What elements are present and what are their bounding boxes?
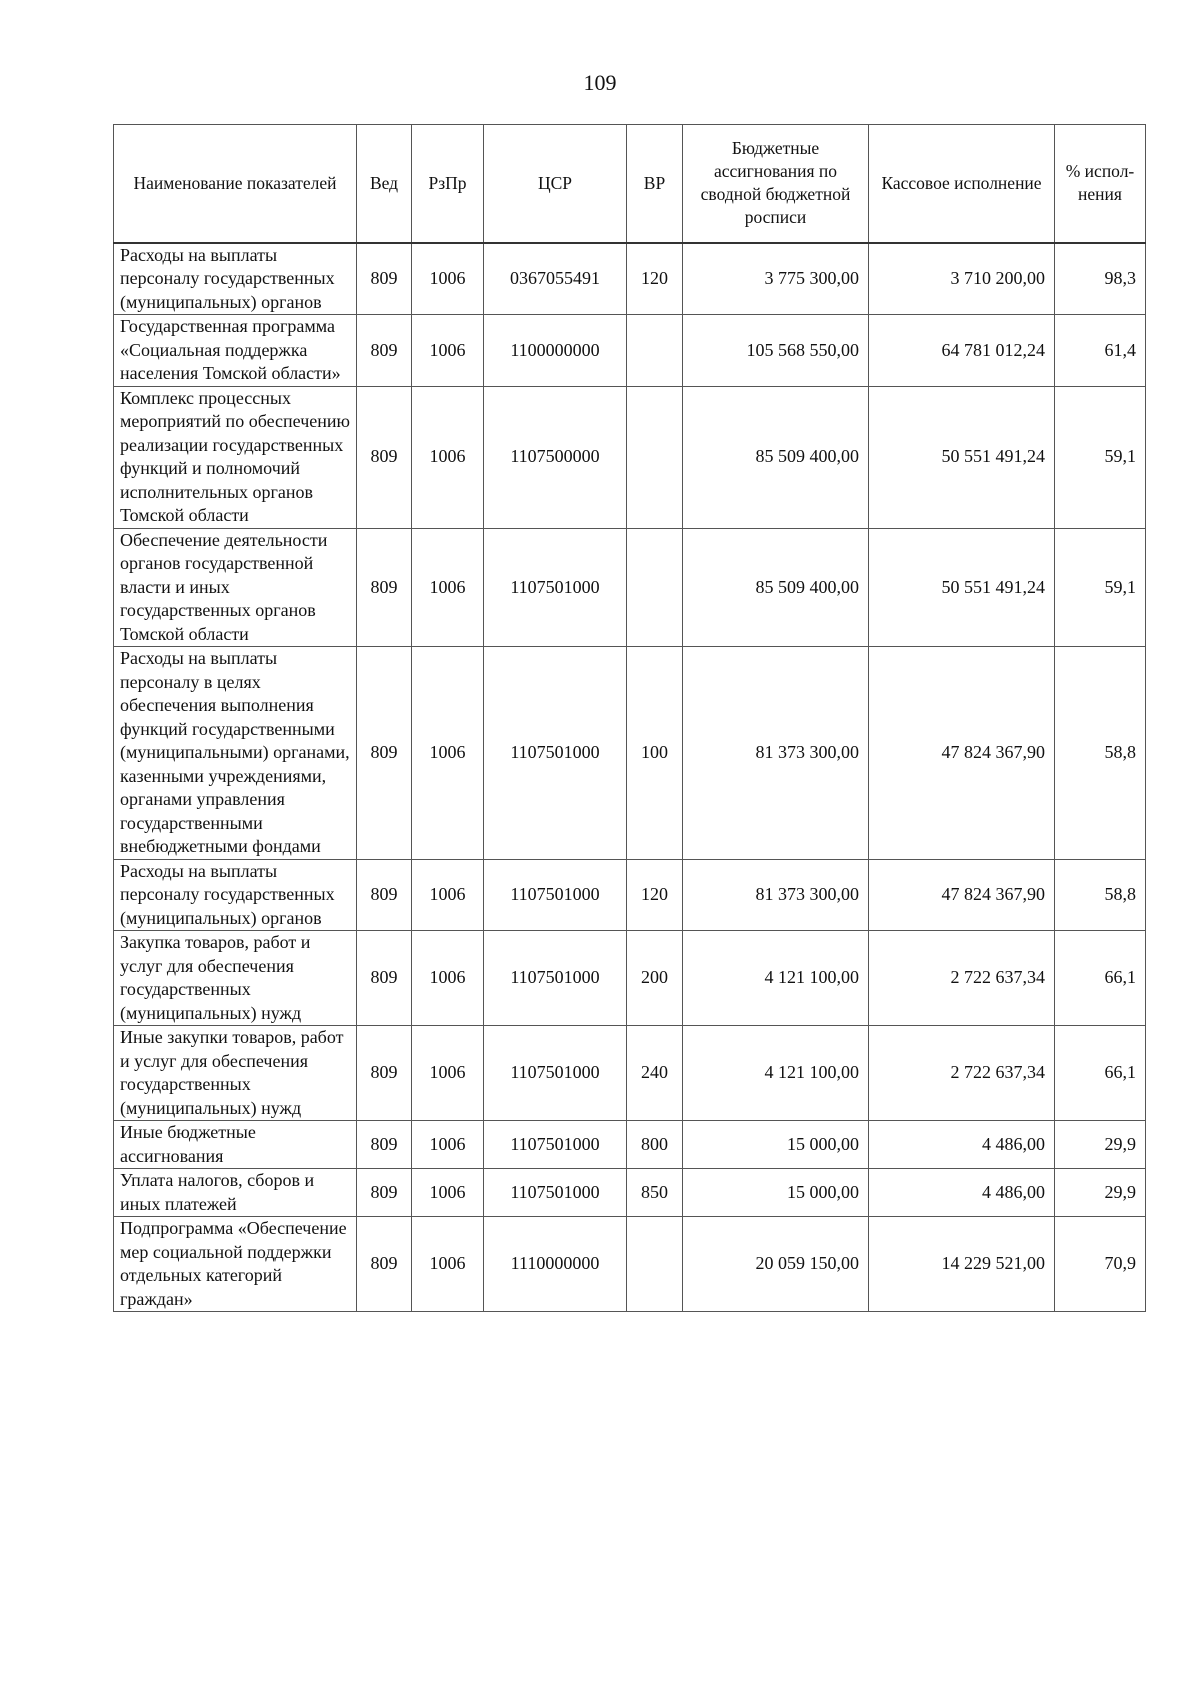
cell-cash: 47 824 367,90 <box>869 859 1055 931</box>
cell-percent: 29,9 <box>1055 1121 1146 1169</box>
cell-rzpr: 1006 <box>412 1026 484 1121</box>
cell-name: Подпрограмма «Обеспечение мер социальной поддержки отдельных категорий граждан» <box>114 1217 357 1312</box>
cell-ved: 809 <box>357 931 412 1026</box>
table-row <box>114 859 1146 931</box>
cell-csr: 1107500000 <box>484 386 627 528</box>
cell-percent: 58,8 <box>1055 859 1146 931</box>
cell-csr: 1107501000 <box>484 1121 627 1169</box>
cell-csr: 1107501000 <box>484 931 627 1026</box>
cell-percent: 59,1 <box>1055 386 1146 528</box>
cell-csr: 1107501000 <box>484 647 627 860</box>
cell-csr: 1107501000 <box>484 1169 627 1217</box>
cell-rzpr: 1006 <box>412 386 484 528</box>
cell-ved: 809 <box>357 386 412 528</box>
cell-percent: 59,1 <box>1055 528 1146 647</box>
table-row <box>114 931 1146 1026</box>
cell-vr <box>627 386 683 528</box>
cell-csr: 1107501000 <box>484 1026 627 1121</box>
cell-vr: 200 <box>627 931 683 1026</box>
cell-cash: 14 229 521,00 <box>869 1217 1055 1312</box>
cell-vr: 120 <box>627 859 683 931</box>
cell-cash: 3 710 200,00 <box>869 243 1055 315</box>
header-csr: ЦСР <box>484 125 627 243</box>
cell-cash: 2 722 637,34 <box>869 931 1055 1026</box>
cell-percent: 70,9 <box>1055 1217 1146 1312</box>
cell-cash: 2 722 637,34 <box>869 1026 1055 1121</box>
cell-name: Иные бюджетные ассигнования <box>114 1121 357 1169</box>
cell-budget: 105 568 550,00 <box>683 315 869 387</box>
cell-cash: 50 551 491,24 <box>869 386 1055 528</box>
header-rzpr: РзПр <box>412 125 484 243</box>
cell-rzpr: 1006 <box>412 647 484 860</box>
cell-budget: 15 000,00 <box>683 1169 869 1217</box>
cell-budget: 15 000,00 <box>683 1121 869 1169</box>
cell-percent: 66,1 <box>1055 931 1146 1026</box>
cell-cash: 47 824 367,90 <box>869 647 1055 860</box>
cell-budget: 20 059 150,00 <box>683 1217 869 1312</box>
cell-cash: 64 781 012,24 <box>869 315 1055 387</box>
table-row <box>114 315 1146 387</box>
cell-ved: 809 <box>357 1026 412 1121</box>
cell-vr <box>627 315 683 387</box>
cell-percent: 58,8 <box>1055 647 1146 860</box>
cell-name: Обеспечение деятельности органов государственной власти и иных государственных органов Томской области <box>114 528 357 647</box>
cell-ved: 809 <box>357 647 412 860</box>
cell-budget: 85 509 400,00 <box>683 386 869 528</box>
cell-vr: 850 <box>627 1169 683 1217</box>
table-row <box>114 1169 1146 1217</box>
cell-budget: 81 373 300,00 <box>683 647 869 860</box>
cell-budget: 4 121 100,00 <box>683 931 869 1026</box>
budget-execution-table <box>113 124 1146 1312</box>
table-row <box>114 1217 1146 1312</box>
cell-rzpr: 1006 <box>412 1169 484 1217</box>
cell-cash: 4 486,00 <box>869 1121 1055 1169</box>
cell-name: Комплекс процессных мероприятий по обеспечению реализации государственных функций и полномочий исполнительных органов Томской области <box>114 386 357 528</box>
cell-ved: 809 <box>357 1169 412 1217</box>
table-header <box>114 125 1146 243</box>
cell-percent: 98,3 <box>1055 243 1146 315</box>
table-row <box>114 1026 1146 1121</box>
cell-ved: 809 <box>357 1121 412 1169</box>
cell-vr: 240 <box>627 1026 683 1121</box>
cell-ved: 809 <box>357 859 412 931</box>
cell-vr <box>627 528 683 647</box>
cell-csr: 1100000000 <box>484 315 627 387</box>
header-ved: Вед <box>357 125 412 243</box>
cell-budget: 85 509 400,00 <box>683 528 869 647</box>
cell-rzpr: 1006 <box>412 528 484 647</box>
table-row <box>114 243 1146 315</box>
cell-vr <box>627 1217 683 1312</box>
cell-ved: 809 <box>357 315 412 387</box>
cell-name: Расходы на выплаты персоналу государственных (муниципальных) органов <box>114 243 357 315</box>
cell-csr: 0367055491 <box>484 243 627 315</box>
table-row <box>114 647 1146 860</box>
cell-vr: 800 <box>627 1121 683 1169</box>
cell-csr: 1107501000 <box>484 528 627 647</box>
cell-csr: 1110000000 <box>484 1217 627 1312</box>
cell-name: Иные закупки товаров, работ и услуг для обеспечения государственных (муниципальных) нужд <box>114 1026 357 1121</box>
cell-percent: 61,4 <box>1055 315 1146 387</box>
cell-rzpr: 1006 <box>412 1121 484 1169</box>
cell-ved: 809 <box>357 1217 412 1312</box>
table-row <box>114 386 1146 528</box>
header-cash: Кассовое исполнение <box>869 125 1055 243</box>
table-body <box>114 243 1146 1312</box>
cell-name: Уплата налогов, сборов и иных платежей <box>114 1169 357 1217</box>
cell-cash: 4 486,00 <box>869 1169 1055 1217</box>
cell-vr: 100 <box>627 647 683 860</box>
header-budget: Бюджетные ассигнования по сводной бюджетной росписи <box>683 125 869 243</box>
header-vr: ВР <box>627 125 683 243</box>
cell-name: Государственная программа «Социальная поддержка населения Томской области» <box>114 315 357 387</box>
cell-cash: 50 551 491,24 <box>869 528 1055 647</box>
table-row <box>114 1121 1146 1169</box>
cell-percent: 29,9 <box>1055 1169 1146 1217</box>
cell-rzpr: 1006 <box>412 1217 484 1312</box>
cell-vr: 120 <box>627 243 683 315</box>
cell-name: Закупка товаров, работ и услуг для обеспечения государственных (муниципальных) нужд <box>114 931 357 1026</box>
table-row <box>114 528 1146 647</box>
cell-percent: 66,1 <box>1055 1026 1146 1121</box>
cell-name: Расходы на выплаты персоналу государственных (муниципальных) органов <box>114 859 357 931</box>
header-name: Наименование показателей <box>114 125 357 243</box>
cell-budget: 3 775 300,00 <box>683 243 869 315</box>
cell-budget: 4 121 100,00 <box>683 1026 869 1121</box>
cell-budget: 81 373 300,00 <box>683 859 869 931</box>
cell-rzpr: 1006 <box>412 315 484 387</box>
cell-name: Расходы на выплаты персоналу в целях обеспечения выполнения функций государственными (муниципальными) органами, казенными учреждениями, органами управления государственными внебюджетными фондами <box>114 647 357 860</box>
cell-rzpr: 1006 <box>412 931 484 1026</box>
cell-rzpr: 1006 <box>412 243 484 315</box>
cell-rzpr: 1006 <box>412 859 484 931</box>
cell-ved: 809 <box>357 243 412 315</box>
page-number: 109 <box>583 70 617 95</box>
cell-csr: 1107501000 <box>484 859 627 931</box>
cell-ved: 809 <box>357 528 412 647</box>
header-percent: % испол-нения <box>1055 125 1146 243</box>
